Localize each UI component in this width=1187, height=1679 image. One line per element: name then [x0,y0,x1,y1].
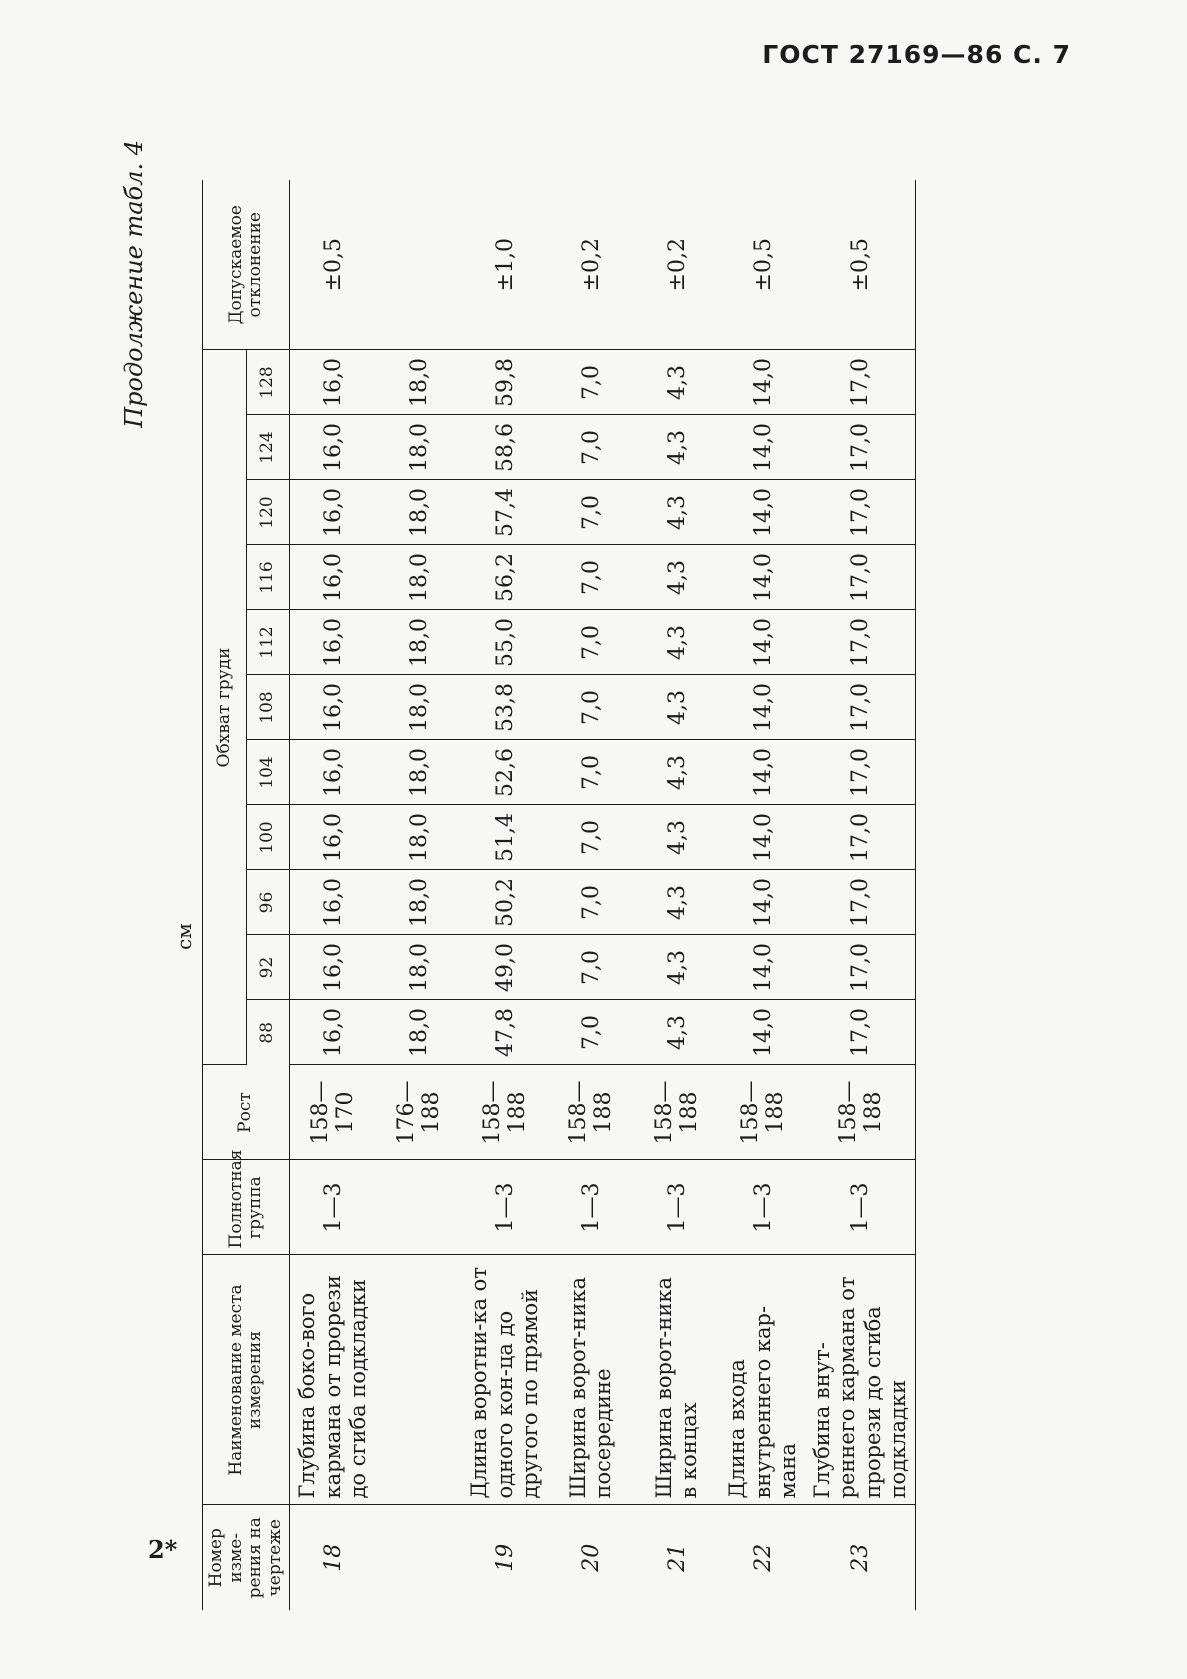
height-range: 158—188 [548,1065,634,1160]
unit-label: см [172,923,196,950]
fullness-group: 1—3 [806,1160,915,1255]
chest-value: 4,3 [634,610,720,675]
chest-size-header: 96 [246,870,290,935]
chest-size-header: 88 [246,1000,290,1065]
fullness-group [376,1160,462,1255]
chest-value: 7,0 [548,805,634,870]
fullness-group: 1—3 [720,1160,806,1255]
chest-value: 14,0 [720,350,806,415]
chest-value: 14,0 [720,805,806,870]
chest-value: 16,0 [290,935,377,1000]
chest-value: 7,0 [548,350,634,415]
chest-value: 16,0 [290,415,377,480]
chest-value: 18,0 [376,740,462,805]
chest-size-header: 100 [246,805,290,870]
chest-value: 14,0 [720,675,806,740]
fullness-group: 1—3 [462,1160,548,1255]
chest-value: 59,8 [462,350,548,415]
tolerance-value: ±1,0 [462,180,548,350]
measurement-number: 22 [750,1543,776,1572]
measurement-name: Длина входа внутреннего кар-мана [720,1255,806,1505]
tolerance-value [376,180,462,350]
table-row [548,180,634,1610]
chest-value: 4,3 [634,740,720,805]
height-range: 158—188 [634,1065,720,1160]
chest-value: 18,0 [376,805,462,870]
chest-value: 4,3 [634,350,720,415]
chest-value: 55,0 [462,610,548,675]
chest-value: 17,0 [806,740,915,805]
chest-value: 7,0 [548,675,634,740]
measurement-name [376,1255,462,1505]
chest-value: 14,0 [720,935,806,1000]
footer-mark: 2* [148,1535,178,1564]
fullness-group: 1—3 [634,1160,720,1255]
chest-value: 17,0 [806,480,915,545]
chest-value: 4,3 [634,935,720,1000]
chest-value: 58,6 [462,415,548,480]
chest-value: 7,0 [548,935,634,1000]
measurement-number: 19 [492,1543,518,1572]
tolerance-value: ±0,5 [806,180,915,350]
tolerance-value: ±0,5 [290,180,377,350]
chest-size-header: 112 [246,610,290,675]
chest-value: 18,0 [376,870,462,935]
chest-value: 52,6 [462,740,548,805]
chest-value: 14,0 [720,415,806,480]
chest-value: 53,8 [462,675,548,740]
table-row [634,180,720,1610]
chest-value: 7,0 [548,480,634,545]
chest-value: 4,3 [634,675,720,740]
height-range: 176—188 [376,1065,462,1160]
chest-value: 7,0 [548,1000,634,1065]
chest-value: 18,0 [376,675,462,740]
chest-value: 14,0 [720,1000,806,1065]
header-height: Рост [203,1065,290,1160]
measurements-table [202,180,916,1610]
chest-value: 18,0 [376,935,462,1000]
table-row [720,180,806,1610]
chest-value: 50,2 [462,870,548,935]
chest-value: 51,4 [462,805,548,870]
chest-size-header: 116 [246,545,290,610]
table-row [376,180,462,1610]
measurement-number: 21 [664,1543,690,1572]
tolerance-value: ±0,5 [720,180,806,350]
chest-value: 17,0 [806,610,915,675]
measurement-name: Ширина ворот-ника посередине [548,1255,634,1505]
chest-size-header: 92 [246,935,290,1000]
chest-value: 18,0 [376,610,462,675]
chest-value: 17,0 [806,935,915,1000]
chest-value: 16,0 [290,350,377,415]
chest-value: 16,0 [290,675,377,740]
chest-value: 16,0 [290,870,377,935]
header-chest: Обхват груди [203,350,247,1065]
chest-value: 18,0 [376,415,462,480]
chest-size-header: 120 [246,480,290,545]
chest-value: 7,0 [548,610,634,675]
height-range: 158—188 [806,1065,915,1160]
chest-value: 49,0 [462,935,548,1000]
table-caption: Продолжение табл. 4 [120,140,148,428]
rotated-table-page [120,130,1090,1610]
measurement-number: 18 [320,1543,346,1572]
chest-value: 16,0 [290,480,377,545]
chest-size-header: 128 [246,350,290,415]
chest-size-header: 104 [246,740,290,805]
chest-value: 14,0 [720,545,806,610]
measurement-number [376,1505,462,1610]
chest-value: 7,0 [548,740,634,805]
chest-value: 14,0 [720,480,806,545]
chest-value: 17,0 [806,545,915,610]
chest-value: 4,3 [634,480,720,545]
chest-value: 18,0 [376,1000,462,1065]
chest-value: 4,3 [634,415,720,480]
table-body [290,180,916,1610]
chest-value: 18,0 [376,545,462,610]
measurement-name: Глубина боко-вого кармана от прорези до сгиба подкладки [290,1255,377,1505]
chest-value: 4,3 [634,805,720,870]
table-row [290,180,377,1610]
chest-size-header: 108 [246,675,290,740]
chest-value: 17,0 [806,805,915,870]
chest-value: 47,8 [462,1000,548,1065]
measurement-name: Глубина внут-реннего кармана от прорези до сгиба подкладки [806,1255,915,1505]
chest-value: 56,2 [462,545,548,610]
chest-value: 57,4 [462,480,548,545]
height-range: 158—188 [720,1065,806,1160]
table-row [806,180,915,1610]
chest-value: 16,0 [290,1000,377,1065]
chest-value: 16,0 [290,610,377,675]
chest-value: 16,0 [290,805,377,870]
chest-value: 16,0 [290,545,377,610]
chest-value: 4,3 [634,1000,720,1065]
chest-value: 4,3 [634,545,720,610]
measurement-number: 20 [578,1543,604,1572]
fullness-group: 1—3 [290,1160,377,1255]
chest-value: 17,0 [806,415,915,480]
chest-value: 14,0 [720,610,806,675]
chest-value: 17,0 [806,870,915,935]
chest-value: 18,0 [376,480,462,545]
chest-value: 14,0 [720,870,806,935]
tolerance-value: ±0,2 [634,180,720,350]
chest-value: 18,0 [376,350,462,415]
chest-value: 17,0 [806,1000,915,1065]
height-range: 158—188 [462,1065,548,1160]
page-header: ГОСТ 27169—86 С. 7 [762,40,1071,69]
measurement-number: 23 [806,1505,915,1610]
chest-value: 7,0 [548,870,634,935]
header-name: Наименование места измерения [203,1255,290,1505]
header-number: Номер изме-рения на чертеже [203,1505,290,1610]
chest-size-header: 124 [246,415,290,480]
header-group: Полнотная группа [203,1160,290,1255]
header-tolerance: Допускаемое отклонение [203,180,290,350]
chest-value: 16,0 [290,740,377,805]
fullness-group: 1—3 [548,1160,634,1255]
chest-value: 7,0 [548,545,634,610]
measurement-name: Длина воротни-ка от одного кон-ца до другого по прямой [462,1255,548,1505]
chest-value: 17,0 [806,350,915,415]
chest-value: 4,3 [634,870,720,935]
measurement-name: Ширина ворот-ника в концах [634,1255,720,1505]
table-row [462,180,548,1610]
chest-value: 7,0 [548,415,634,480]
tolerance-value: ±0,2 [548,180,634,350]
chest-value: 17,0 [806,675,915,740]
height-range: 158—170 [290,1065,377,1160]
chest-value: 14,0 [720,740,806,805]
